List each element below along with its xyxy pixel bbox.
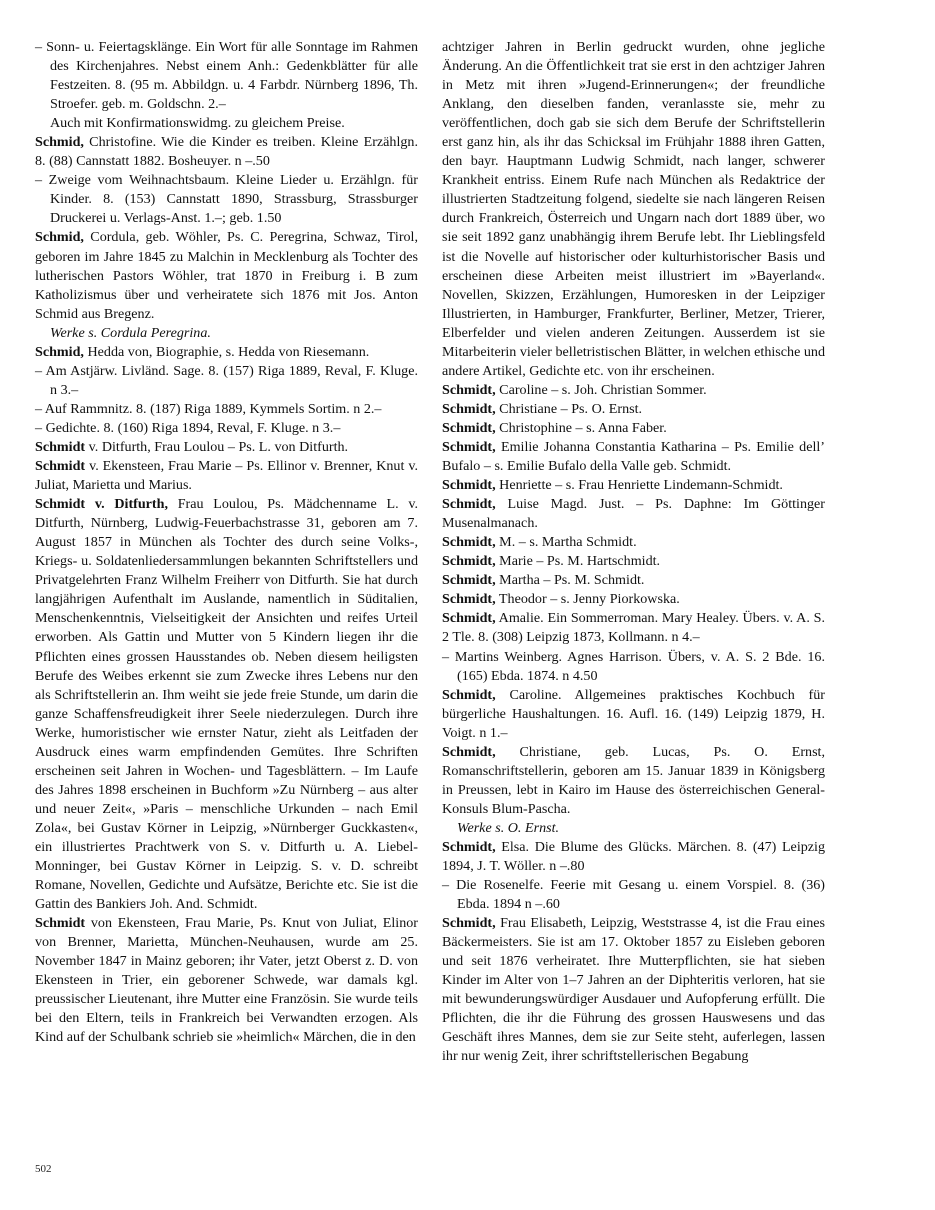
entry-headword: Schmidt, [442, 591, 496, 608]
entry-text: achtziger Jahren in Berlin gedruckt wurden, ohne jegliche Änderung. An die Öffentlichkeit trat sie erst in den achtziger Jahren in Metz mit ihren »Jugend-Erinnerungen«; der freundliche Anklang, den dieselben fanden, veranlasste sie, mehr zu veröffentlichen, doch gab sie sich dem Berufe der Schriftstellerin erst ganz hin, als ihr das Schicksal im Frühjahr 1888 ihren Gatten, den bayr. Hauptmann Ludwig Schmidt, nach langer, schwerer Krankheit entriss. Einem Rufe nach München als Redaktrice der illustrierten Stadtzeitung folgend, siedelte sie nach längeren Reisen durch Frankreich, Österreich und Ungarn nach dort 1889 über, wo sie seit 1892 ganz unabhängig ihrem Berufe lebt. Ihr Lieblingsfeld ist die Novelle auf historischer oder kulturhistorischer Basis und erscheinen diese Arbeiten meist illustriert im »Bayerland«. Novellen, Skizzen, Erzählungen, Humoresken in der Leipziger Illustrierten, in Hamburger, Frankfurter, Berliner, Metzer, Trierer, Elberfelder und vielen anderen Zeitungen. Ausserdem ist sie Mitarbeiterin vieler belletristischen Blätter, in welchen ethische und andere Artikel, Gedichte etc. von ihr erscheinen. [442, 39, 825, 379]
entry-text: Caroline – s. Joh. Christian Sommer. [495, 381, 707, 398]
dictionary-entry [35, 419, 418, 438]
dictionary-entry [35, 38, 418, 114]
entry-headword: Schmidt, [442, 419, 496, 436]
entry-text: Henriette – s. Frau Henriette Lindemann-Schmidt. [495, 477, 783, 494]
entry-text: Hedda von, Biographie, s. Hedda von Riesemann. [83, 343, 370, 360]
dictionary-entry [442, 914, 825, 1066]
dictionary-entry [35, 495, 418, 914]
entry-text: – Zweige vom Weihnachtsbaum. Kleine Lieder u. Erzählgn. für Kinder. 8. (153) Cannstatt 1890, Strassburg, Strassburger Druckerei u. Verlags-Anst. 1.–; geb. 1.50 [35, 172, 418, 227]
entry-text: von Ekensteen, Frau Marie, Ps. Knut von Juliat, Elinor von Brenner, Marietta, München-Neuhausen, wurde am 25. November 1847 in Mainz geboren; ihr Vater, jetzt Oberst z. D. von Ekensteen in Trier, ein geborener Schwede, war damals kgl. preussischer Lieutenant, ihre Mutter eine Französin. Sie wurde teils bei den Eltern, teils in Frankreich bei Verwandten erzogen. Als Kind auf der Schulbank schrieb sie »heimlich« Märchen, die in den [35, 915, 418, 1046]
entry-text: Elsa. Die Blume des Glücks. Märchen. 8. (47) Leipzig 1894, J. T. Wöller. n –.80 [442, 838, 825, 875]
right-column [442, 38, 825, 1067]
entry-text: Frau Elisabeth, Leipzig, Weststrasse 4, ist die Frau eines Bäckermeisters. Sie ist am 17. Oktober 1857 zu Eisleben geboren und seit 1876 verheiratet. Ihre Mutterpflichten, sie hat sieben Kinder im Alter von 1–7 Jahren an der Diphteritis verloren, hat sie mit bewunderungswürdiger Ausdauer und Aufopferung erfüllt. Die Pflichten, die ihr die Führung des grossen Hauswesens und das Geschäft ihres Mannes, dem sie zur Seite steht, auferlegen, lassen ihr nur wenig Zeit, ihrer schriftstellerischen Begabung [442, 915, 825, 1065]
entry-text: Auch mit Konfirmationswidmg. zu gleichem Preise. [50, 115, 345, 132]
dictionary-entry [442, 400, 825, 419]
entry-text: – Auf Rammnitz. 8. (187) Riga 1889, Kymmels Sortim. n 2.– [35, 400, 382, 417]
entry-text: Christiane – Ps. O. Ernst. [495, 400, 643, 417]
dictionary-entry [442, 876, 825, 914]
dictionary-entry [442, 476, 825, 495]
entry-headword: Schmidt, [442, 915, 496, 932]
dictionary-entry [442, 381, 825, 400]
entry-headword: Schmidt, [442, 743, 496, 760]
entry-headword: Schmidt [35, 438, 86, 455]
dictionary-entry [442, 838, 825, 876]
dictionary-entry [442, 38, 825, 381]
entry-headword: Schmidt [35, 458, 86, 475]
entry-text: Werke s. Cordula Peregrina. [50, 324, 211, 341]
entry-text: Cordula, geb. Wöhler, Ps. C. Peregrina, Schwaz, Tirol, geboren im Jahre 1845 zu Malchin in Mecklenburg als Tochter des lutherischen Pastors Wöhler, trat 1870 in Freiburg i. B zum Katholizismus über und verheiratete sich 1876 mit Jos. Anton Schmid aus Bregenz. [35, 229, 418, 322]
dictionary-entry [442, 533, 825, 552]
entry-headword: Schmidt, [442, 553, 496, 570]
dictionary-entry [35, 228, 418, 323]
dictionary-entry [442, 609, 825, 647]
dictionary-entry [442, 648, 825, 686]
entry-text: – Am Astjärw. Livländ. Sage. 8. (157) Riga 1889, Reval, F. Kluge. n 3.– [35, 362, 418, 398]
page-number: 502 [35, 1163, 52, 1175]
dictionary-entry [35, 114, 418, 133]
dictionary-entry [442, 438, 825, 476]
entry-headword: Schmidt, [442, 838, 496, 855]
dictionary-entry [35, 914, 418, 1047]
entry-headword: Schmidt, [442, 610, 496, 627]
entry-text: Frau Loulou, Ps. Mädchenname L. v. Ditfurth, Nürnberg, Ludwig-Feuerbachstrasse 31, geboren am 7. August 1857 in München als Tochter des durch seine Volks-, Kriegs- u. Soldatenliedersammlungen bekannten Schriftstellers und Privatgelehrten Franz Wilhelm Freiherr von Ditfurth. Sie hat durch langjährigen Aufenthalt im Auslande, namentlich in Süditalien, Menschenkenntnis, Vielseitigkeit der Ansichten und reifes Urteil erworben. Als Gattin und Mutter von 5 Kindern liegen ihr die Pflichten eines grossen Hausstandes ob. Neben diesem heiligsten Berufe des Weibes erkennt sie zum Zwecke ihres Lebens nur den als Schriftstellerin an. Ihm weiht sie jede freie Stunde, um darin die ganze Schaffensfreudigkeit ihrer Seele niederzulegen. Durch ihre Werke, humoristischer wie ernster Natur, zieht als Leitfaden der Ausdruck eines warm empfindenden Gemütes. Ihre Schriften erscheinen seit Jahren in Wochen- und Tagesblättern. – Im Laufe des Jahres 1898 erscheinen in Buchform »Zu Nürnberg – aus alter und neuer Zeit«, »Paris – menschliche Urkunden – nach Emil Zola«, bei Gustav Körner in Leipzig, »Nürnberger Guckkasten«, ein illustriertes Prachtwerk von S. v. Ditfurth u. A. Liebel-Monninger, bei Gustav Körner in Leipzig. S. v. D. schreibt Romane, Novellen, Gedichte und Aufsätze, Berichte etc. Sie ist die Gattin des Bankiers Joh. And. Schmidt. [35, 496, 418, 913]
entry-headword: Schmidt, [442, 686, 496, 703]
entry-text: Christiane, geb. Lucas, Ps. O. Ernst, Romanschriftstellerin, geboren am 15. Januar 1839 in Königsberg in Preussen, lebt in Kairo im Hause des österreichischen General-Konsuls Blum-Pascha. [442, 743, 825, 817]
dictionary-entry [35, 438, 418, 457]
entry-headword: Schmidt, [442, 496, 496, 513]
dictionary-entry [442, 686, 825, 743]
entry-headword: Schmidt, [442, 477, 496, 494]
dictionary-entry [35, 362, 418, 400]
entry-text: Marie – Ps. M. Hartschmidt. [495, 553, 661, 570]
entry-text: M. – s. Martha Schmidt. [495, 534, 637, 551]
entry-text: Caroline. Allgemeines praktisches Kochbuch für bürgerliche Haushaltungen. 16. Aufl. 16. (149) Leipzig 1879, H. Voigt. n 1.– [442, 686, 825, 741]
dictionary-entry [442, 495, 825, 533]
entry-headword: Schmid, [35, 134, 84, 151]
entry-text: Amalie. Ein Sommerroman. Mary Healey. Übers. v. A. S. 2 Tle. 8. (308) Leipzig 1873, Kollmann. n 4.– [442, 610, 825, 646]
entry-headword: Schmidt [35, 915, 86, 932]
entry-text: Emilie Johanna Constantia Katharina – Ps. Emilie dell’ Bufalo – s. Emilie Bufalo della Valle geb. Schmidt. [442, 438, 825, 475]
dictionary-entry [35, 400, 418, 419]
dictionary-entry [35, 343, 418, 362]
entry-text: – Die Rosenelfe. Feerie mit Gesang u. einem Vorspiel. 8. (36) Ebda. 1894 n –.60 [442, 877, 825, 913]
entry-headword: Schmidt, [442, 572, 496, 589]
entry-text: Christophine – s. Anna Faber. [495, 419, 667, 436]
entry-headword: Schmidt, [442, 381, 496, 398]
dictionary-entry [442, 743, 825, 819]
dictionary-entry [442, 419, 825, 438]
entry-headword: Schmid, [35, 229, 84, 246]
entry-text: Martha – Ps. M. Schmidt. [495, 572, 645, 589]
entry-headword: Schmid, [35, 343, 84, 360]
entry-text: Werke s. O. Ernst. [457, 819, 560, 836]
dictionary-entry [442, 552, 825, 571]
entry-headword: Schmidt, [442, 438, 496, 455]
entry-text: Christofine. Wie die Kinder es treiben. Kleine Erzählgn. 8. (88) Cannstatt 1882. Bosheuyer. n –.50 [35, 134, 418, 170]
left-column [35, 38, 418, 1047]
dictionary-entry [35, 324, 418, 343]
dictionary-entry [35, 133, 418, 171]
entry-text: Theodor – s. Jenny Piorkowska. [495, 591, 680, 608]
entry-text: – Sonn- u. Feiertagsklänge. Ein Wort für alle Sonntage im Rahmen des Kirchenjahres. Nebst einem Anh.: Gedenkblätter für alle Festzeiten. 8. (95 m. Abbildgn. u. 4 Farbdr. Nürnberg 1896, Th. Stroefer. geb. m. Goldschn. 2.– [35, 39, 418, 113]
dictionary-entry [442, 571, 825, 590]
dictionary-entry [442, 819, 825, 838]
dictionary-entry [35, 171, 418, 228]
entry-headword: Schmidt, [442, 534, 496, 551]
entry-text: v. Ekensteen, Frau Marie – Ps. Ellinor v. Brenner, Knut v. Juliat, Marietta und Marius. [35, 458, 418, 494]
entry-text: v. Ditfurth, Frau Loulou – Ps. L. von Ditfurth. [85, 438, 349, 455]
entry-text: – Martins Weinberg. Agnes Harrison. Übers, v. A. S. 2 Bde. 16. (165) Ebda. 1874. n 4.50 [442, 648, 825, 684]
dictionary-entry [35, 457, 418, 495]
entry-headword: Schmidt v. Ditfurth, [35, 496, 168, 513]
dictionary-entry [442, 590, 825, 609]
entry-text: Luise Magd. Just. – Ps. Daphne: Im Göttinger Musenalmanach. [442, 496, 825, 532]
entry-headword: Schmidt, [442, 400, 496, 417]
entry-text: – Gedichte. 8. (160) Riga 1894, Reval, F. Kluge. n 3.– [35, 419, 341, 436]
